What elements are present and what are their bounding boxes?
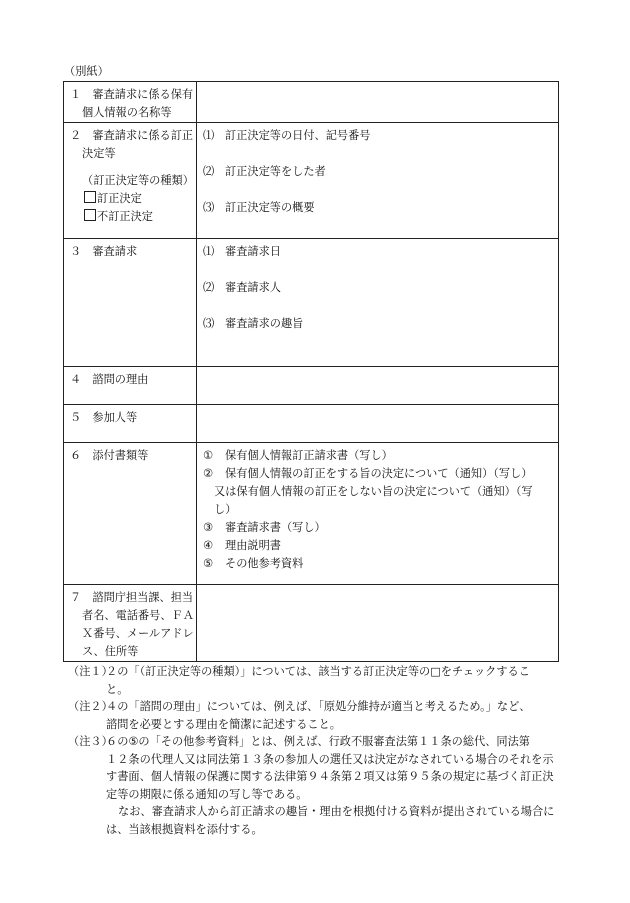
list-item: ⑵ 訂正決定等をした者 xyxy=(203,165,326,178)
row-7-value xyxy=(197,585,559,662)
note-3-continuation: 定等の期限に係る通知の写し等である。 xyxy=(106,787,308,801)
row-7-label-line: ス、住所等 xyxy=(82,645,139,658)
form-row-7 xyxy=(64,585,559,662)
checkbox-non-correction-decision[interactable]: 不訂正決定 xyxy=(70,208,192,226)
form-row-2 xyxy=(64,123,559,239)
row-7-label-line: 者名、電話番号、ＦＡ xyxy=(82,609,194,622)
row-1-value xyxy=(197,82,559,123)
row-5-label xyxy=(64,405,197,443)
note-2-continuation: 諮問を必要とする理由を簡潔に記述すること。 xyxy=(106,717,341,731)
row-2-label-line: ２ 審査請求に係る訂正 xyxy=(70,129,194,142)
form-row-5 xyxy=(64,405,559,443)
form-row-1 xyxy=(64,82,559,123)
row-2-value xyxy=(197,123,559,239)
row-5-label-line: ５ 参加人等 xyxy=(70,411,138,424)
row-2-label-line: 決定等 xyxy=(82,147,116,160)
note-paragraph-continuation: は、当該根拠資料を添付する。 xyxy=(106,822,263,836)
row-6-label-line: ６ 添付書類等 xyxy=(70,449,149,462)
list-item: ① 保有個人情報訂正請求書（写し） xyxy=(203,449,393,462)
row-3-label xyxy=(64,239,197,367)
row-3-value xyxy=(197,239,559,367)
list-item: ⑶ 審査請求の趣旨 xyxy=(203,317,304,330)
note-1-continuation: と。 xyxy=(106,682,129,696)
row-7-label xyxy=(64,585,197,662)
row-1-label xyxy=(64,82,197,123)
form-row-3 xyxy=(64,239,559,367)
row-4-label xyxy=(64,367,197,405)
checkbox-icon[interactable] xyxy=(84,209,96,221)
row-2-label xyxy=(64,123,197,239)
page-label: （別紙） xyxy=(64,65,109,78)
note-3-continuation: １２条の代理人又は同法第１３条の参加人の選任又は決定がなされている場合のそれを示 xyxy=(106,752,554,766)
note-1: （注１）２の「（訂正決定等の種類）」については、該当する訂正決定等の□をチェックするこ xyxy=(68,665,530,678)
list-item: ⑴ 訂正決定等の日付、記号番号 xyxy=(203,129,371,142)
checkbox-icon[interactable] xyxy=(84,191,96,203)
list-item: ⑴ 審査請求日 xyxy=(203,245,281,258)
notes-section xyxy=(68,663,568,838)
row-5-value xyxy=(197,405,559,443)
note-2: （注２）４の「諮問の理由」については、例えば、「原処分維持が適当と考えるため。」など、 xyxy=(68,700,531,713)
list-item: ⑤ その他参考資料 xyxy=(203,557,304,570)
row-4-value xyxy=(197,367,559,405)
list-item-continuation: し） xyxy=(214,503,237,516)
form-row-4 xyxy=(64,367,559,405)
note-3-continuation: す書面、個人情報の保護に関する法律第９４条第２項又は第９５条の規定に基づく訂正決 xyxy=(106,770,554,783)
form-row-6 xyxy=(64,443,559,585)
row-6-label xyxy=(64,443,197,585)
checkbox-correction-decision[interactable]: 訂正決定 xyxy=(70,190,192,208)
row-1-label-line: 個人情報の名称等 xyxy=(82,106,172,119)
row-4-label-line: ４ 諮問の理由 xyxy=(70,373,149,386)
row-7-label-line: ７ 諮問庁担当課、担当 xyxy=(70,591,194,604)
list-item: ③ 審査請求書（写し） xyxy=(203,521,326,534)
row-6-value xyxy=(197,443,559,585)
list-item: ② 保有個人情報の訂正をする旨の決定について（通知）（写し） xyxy=(203,467,533,480)
decision-kind-heading: （訂正決定等の種類） xyxy=(82,174,194,187)
row-7-label-line: Ｘ番号、メールアドレ xyxy=(82,627,194,640)
submission-form-table xyxy=(63,81,559,662)
note-3: （注３）６の⑤の「その他参考資料」とは、例えば、行政不服審査法第１１条の総代、同法第 xyxy=(68,735,530,748)
list-item: ⑵ 審査請求人 xyxy=(203,281,281,294)
list-item: ④ 理由説明書 xyxy=(203,539,281,552)
list-item: ⑶ 訂正決定等の概要 xyxy=(203,201,315,214)
note-paragraph: なお、審査請求人から訂正請求の趣旨・理由を根拠付ける資料が提出されている場合に xyxy=(118,805,555,818)
row-3-label-line: ３ 審査請求 xyxy=(70,245,138,258)
row-1-label-line: １ 審査請求に係る保有 xyxy=(70,88,194,101)
list-item-continuation: 又は保有個人情報の訂正をしない旨の決定について（通知）（写 xyxy=(214,485,533,498)
